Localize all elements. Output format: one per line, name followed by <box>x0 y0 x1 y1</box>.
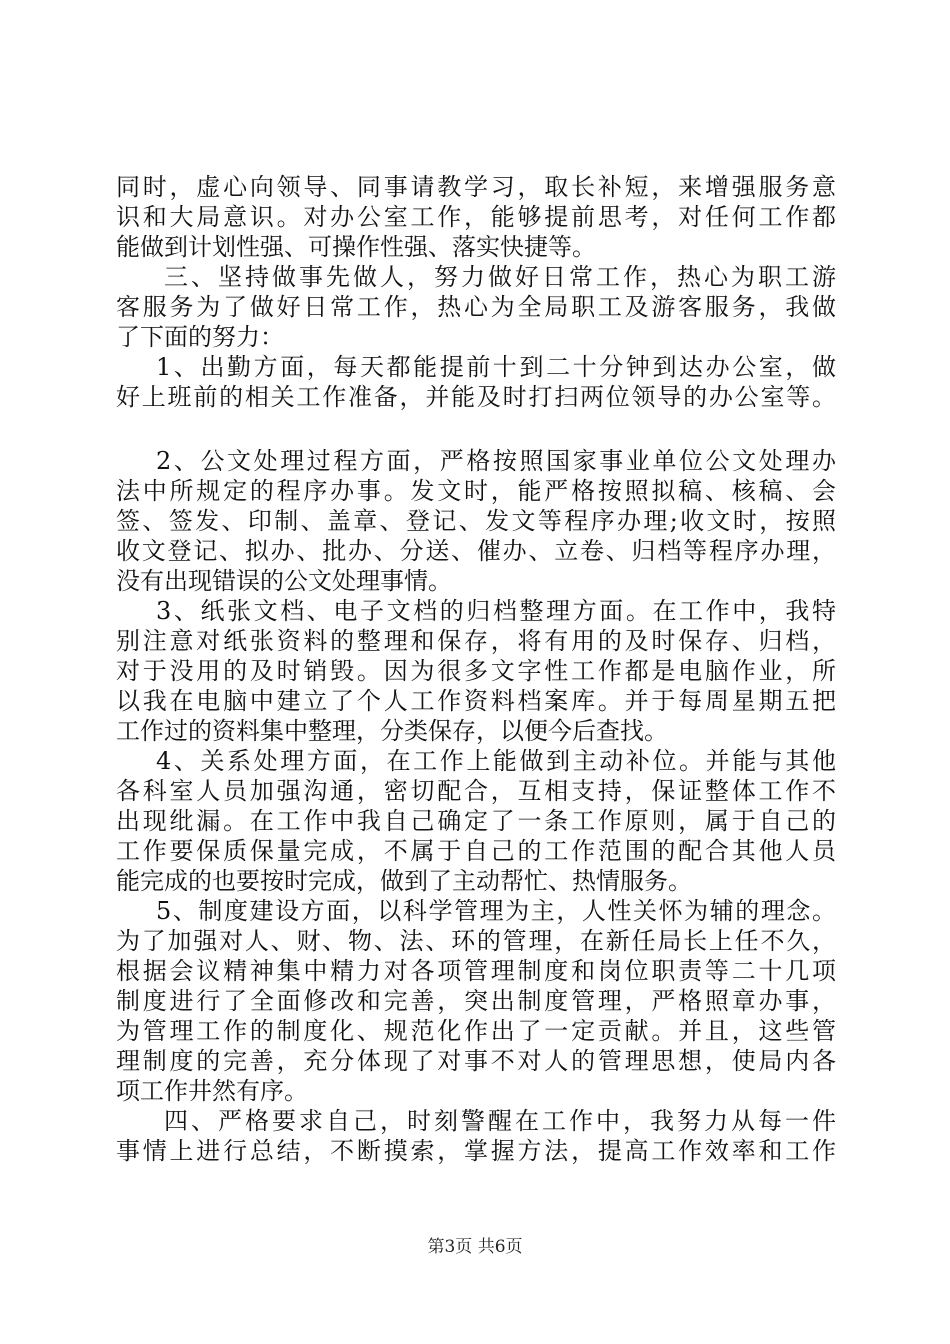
text-line: 对于没用的及时销毁。因为很多文字性工作都是电脑作业，所 <box>116 657 836 685</box>
text-line: 制度进行了全面修改和完善，突出制度管理，严格照章办事， <box>116 987 836 1015</box>
text-line: 项工作井然有序。 <box>116 1077 308 1105</box>
text-line: 收文登记、拟办、批办、分送、催办、立卷、归档等程序办理， <box>116 537 836 565</box>
text-line: 事情上进行总结，不断摸索，掌握方法，提高工作效率和工作 <box>116 1137 836 1165</box>
text-line: 没有出现错误的公文处理事情。 <box>116 567 452 595</box>
text-line: 4、关系处理方面，在工作上能做到主动补位。并能与其他 <box>156 747 836 775</box>
text-line: 为管理工作的制度化、规范化作出了一定贡献。并且，这些管 <box>116 1017 836 1045</box>
text-line: 好上班前的相关工作准备，并能及时打扫两位领导的办公室等。 <box>116 383 836 411</box>
text-line: 根据会议精神集中精力对各项管理制度和岗位职责等二十几项 <box>116 957 836 985</box>
text-line: 3、纸张文档、电子文档的归档整理方面。在工作中，我特 <box>156 597 836 625</box>
text-line: 以我在电脑中建立了个人工作资料档案库。并于每周星期五把 <box>116 687 836 715</box>
page-number-footer: 第3页 共6页 <box>427 1237 523 1257</box>
text-line: 5、制度建设方面，以科学管理为主，人性关怀为辅的理念。 <box>156 897 836 925</box>
text-line: 理制度的完善，充分体现了对事不对人的管理思想，使局内各 <box>116 1047 836 1075</box>
text-line: 能做到计划性强、可操作性强、落实快捷等。 <box>116 233 596 261</box>
text-line: 别注意对纸张资料的整理和保存，将有用的及时保存、归档， <box>116 627 836 655</box>
text-line: 了下面的努力： <box>116 323 284 351</box>
text-line: 出现纰漏。在工作中我自己确定了一条工作原则，属于自己的 <box>116 807 836 835</box>
text-line: 工作过的资料集中整理，分类保存，以便今后查找。 <box>116 717 668 745</box>
text-line: 三、坚持做事先做人，努力做好日常工作，热心为职工游 <box>164 263 836 291</box>
text-line: 法中所规定的程序办事。发文时，能严格按照拟稿、核稿、会 <box>116 477 836 505</box>
text-line: 各科室人员加强沟通，密切配合，互相支持，保证整体工作不 <box>116 777 836 805</box>
text-line: 能完成的也要按时完成，做到了主动帮忙、热情服务。 <box>116 867 692 895</box>
text-line: 2、公文处理过程方面，严格按照国家事业单位公文处理办 <box>156 447 836 475</box>
text-line: 客服务为了做好日常工作，热心为全局职工及游客服务，我做 <box>116 293 836 321</box>
text-line: 工作要保质保量完成，不属于自己的工作范围的配合其他人员 <box>116 837 836 865</box>
document-body <box>116 172 836 1166</box>
text-line: 识和大局意识。对办公室工作，能够提前思考，对任何工作都 <box>116 203 836 231</box>
text-line: 签、签发、印制、盖章、登记、发文等程序办理;收文时，按照 <box>116 507 836 535</box>
text-line: 1、出勤方面，每天都能提前十到二十分钟到达办公室，做 <box>156 353 836 381</box>
text-line: 四、严格要求自己，时刻警醒在工作中，我努力从每一件 <box>164 1107 836 1135</box>
text-line: 同时，虚心向领导、同事请教学习，取长补短，来增强服务意 <box>116 173 836 201</box>
text-line: 为了加强对人、财、物、法、环的管理，在新任局长上任不久， <box>116 927 836 955</box>
